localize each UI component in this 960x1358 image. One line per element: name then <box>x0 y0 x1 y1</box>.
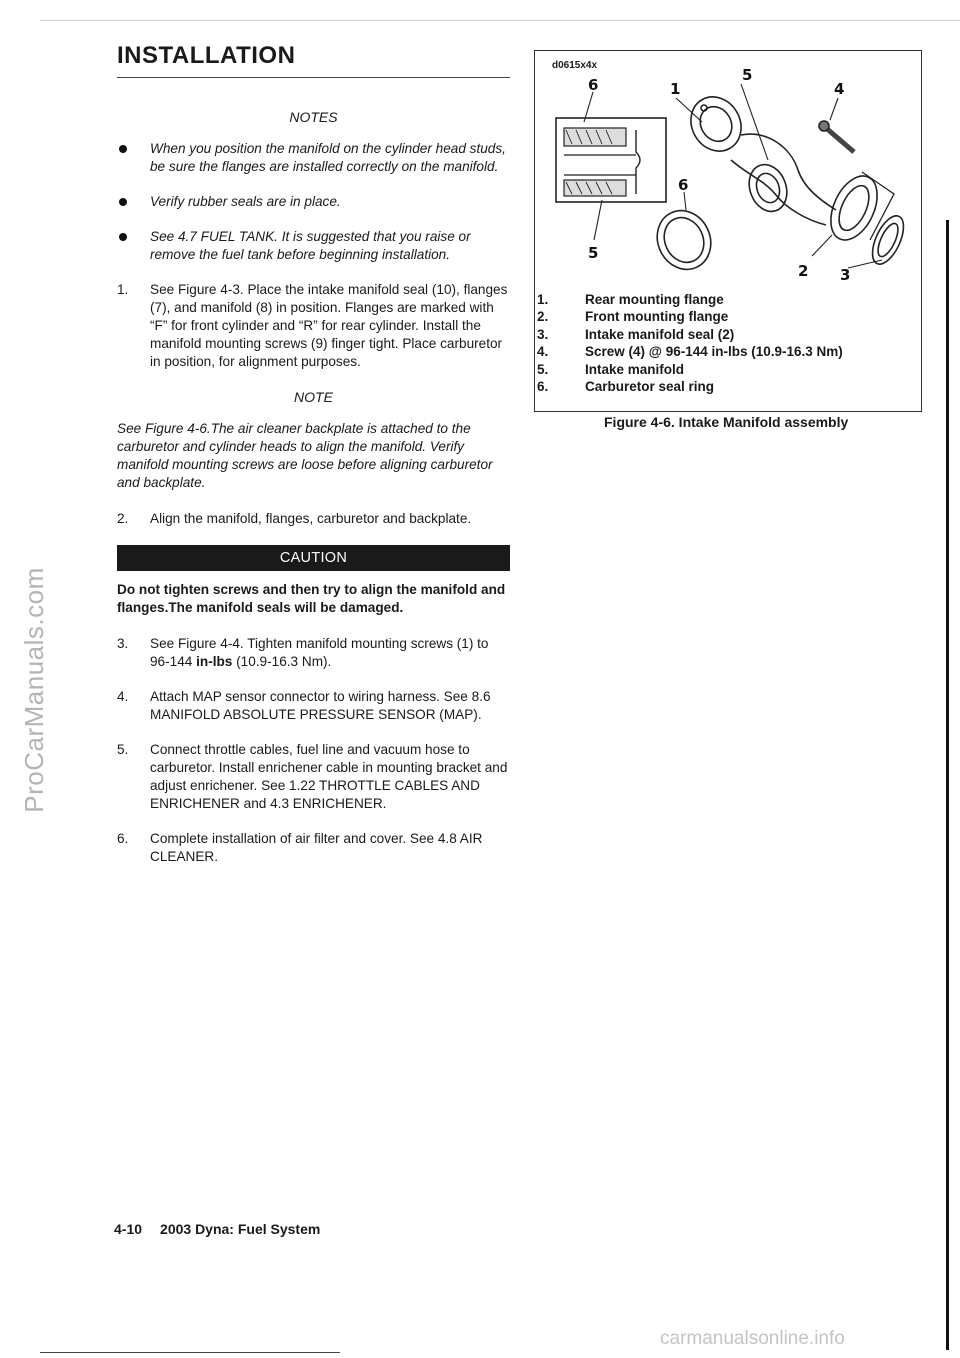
step-text <box>150 831 482 864</box>
bullet-dot <box>119 145 127 153</box>
callout-4: 4 <box>834 80 845 98</box>
legend-label: Screw (4) @ 96-144 in-lbs (10.9-16.3 Nm) <box>585 344 843 360</box>
figure-id: d0615x4x <box>552 60 598 71</box>
step-number: 5. <box>117 742 129 757</box>
step-text-main: See Figure 4-3. Place the intake manifold seal (10), flanges (7), and manifold (8) in position. Flanges are marked with “F” for front cylinder and “R” for rear cylinder. Install the manifold mounting screws (9) finger tight. Place carburetor in position, for alignment purposes. <box>150 282 508 369</box>
step-text <box>150 742 507 811</box>
bullet-dot <box>119 233 127 241</box>
figure-legend <box>536 291 916 395</box>
step-text-main: Align the manifold, flanges, carburetor and backplate. <box>150 511 472 526</box>
step-text-main: Connect throttle cables, fuel line and vacuum hose to carburetor. Install enrichener cable in mounting bracket and adjust enrichener. See 1.22 THROTTLE CABLES AND ENRICHENER and 4.3 ENRICHENER. <box>150 742 508 811</box>
step-number: 3. <box>117 636 129 651</box>
note-item <box>117 193 510 211</box>
step-number: 1. <box>117 282 129 297</box>
legend-number: 3. <box>537 326 549 342</box>
step-item <box>117 741 510 813</box>
step-number: 6. <box>117 831 129 846</box>
callout-3: 3 <box>840 266 851 284</box>
legend-item <box>536 378 916 395</box>
legend-label: Intake manifold seal (2) <box>585 326 735 342</box>
legend-number: 6. <box>537 379 549 395</box>
legend-item <box>536 308 916 325</box>
legend-label: Rear mounting flange <box>585 292 724 307</box>
legend-label: Front mounting flange <box>585 309 729 325</box>
top-rule <box>40 20 960 21</box>
step-number: 2. <box>117 511 129 526</box>
legend-number: 4. <box>537 344 549 360</box>
bottom-rule <box>40 1352 340 1353</box>
caution-text: Do not tighten screws and then try to align the manifold and flanges.The manifold seals will be damaged. <box>117 582 506 615</box>
step-text-main: See Figure 4-4. Tighten manifold mounting screws (1) to 96-144 <box>150 636 489 669</box>
watermark <box>18 567 49 813</box>
title-rule <box>117 77 510 78</box>
step-item <box>117 510 510 528</box>
legend-item <box>536 326 916 343</box>
callout-6-top: 6 <box>588 76 599 94</box>
callout-2: 2 <box>798 262 809 280</box>
legend-label: Intake manifold <box>585 361 685 377</box>
step-text-main: Complete installation of air filter and cover. See 4.8 AIR CLEANER. <box>150 831 483 864</box>
legend-label: Carburetor seal ring <box>585 379 715 395</box>
step-text <box>150 636 489 669</box>
note-heading: NOTE <box>294 389 333 405</box>
steps-list-a <box>117 281 510 371</box>
step-text <box>150 689 491 722</box>
page-footer <box>114 1221 320 1237</box>
step-text-bold: in-lbs <box>196 654 233 669</box>
legend-number: 5. <box>537 361 549 377</box>
step-text <box>150 282 507 369</box>
step-number: 4. <box>117 689 129 704</box>
legend-number: 1. <box>537 292 549 307</box>
step-text <box>150 511 471 526</box>
callout-1: 1 <box>670 80 681 98</box>
legend-item <box>536 291 916 308</box>
callout-5-top: 5 <box>742 66 753 84</box>
figure-caption: Figure 4-6. Intake Manifold assembly <box>604 414 849 430</box>
note-body: See Figure 4-6.The air cleaner backplate is attached to the carburetor and cylinder heads to align the manifold. Verify manifold mounting screws are loose before aligning carburetor and backplate. <box>117 421 493 490</box>
bullet-dot <box>119 198 127 206</box>
footer-section: 2003 Dyna: Fuel System <box>160 1221 321 1237</box>
note-item <box>117 228 510 264</box>
legend-number: 2. <box>537 309 549 325</box>
steps-list-c <box>117 635 510 866</box>
step-text-tail: (10.9-16.3 Nm). <box>232 654 332 669</box>
page-edge-bar <box>946 220 949 1350</box>
note-item-text: See 4.7 FUEL TANK. It is suggested that you raise or remove the fuel tank before beginning installation. <box>150 229 471 262</box>
page-number: 4-10 <box>114 1221 143 1237</box>
page-title: INSTALLATION <box>117 42 296 69</box>
step-item <box>117 688 510 724</box>
caution-bar: CAUTION <box>117 545 510 571</box>
notes-list <box>117 140 510 264</box>
step-item <box>117 281 510 371</box>
notes-heading: NOTES <box>289 109 338 125</box>
step-text-main: Attach MAP sensor connector to wiring harness. See 8.6 MANIFOLD ABSOLUTE PRESSURE SENSOR (MAP). <box>150 689 491 722</box>
note-item-text: Verify rubber seals are in place. <box>150 194 341 209</box>
note-item <box>117 140 510 176</box>
watermark-text: ProCarManuals.com <box>18 567 49 813</box>
site-watermark: carmanualsonline.info <box>660 1328 845 1349</box>
main-column <box>117 100 510 883</box>
step-item <box>117 635 510 671</box>
manifold-diagram <box>536 60 916 288</box>
callout-5-bottom: 5 <box>588 244 599 262</box>
steps-list-b <box>117 510 510 528</box>
note-item-text: When you position the manifold on the cylinder head studs, be sure the flanges are installed correctly on the manifold. <box>150 141 506 174</box>
step-item <box>117 830 510 866</box>
legend-item <box>536 343 916 360</box>
callout-6-mid: 6 <box>678 176 689 194</box>
legend-item <box>536 361 916 378</box>
